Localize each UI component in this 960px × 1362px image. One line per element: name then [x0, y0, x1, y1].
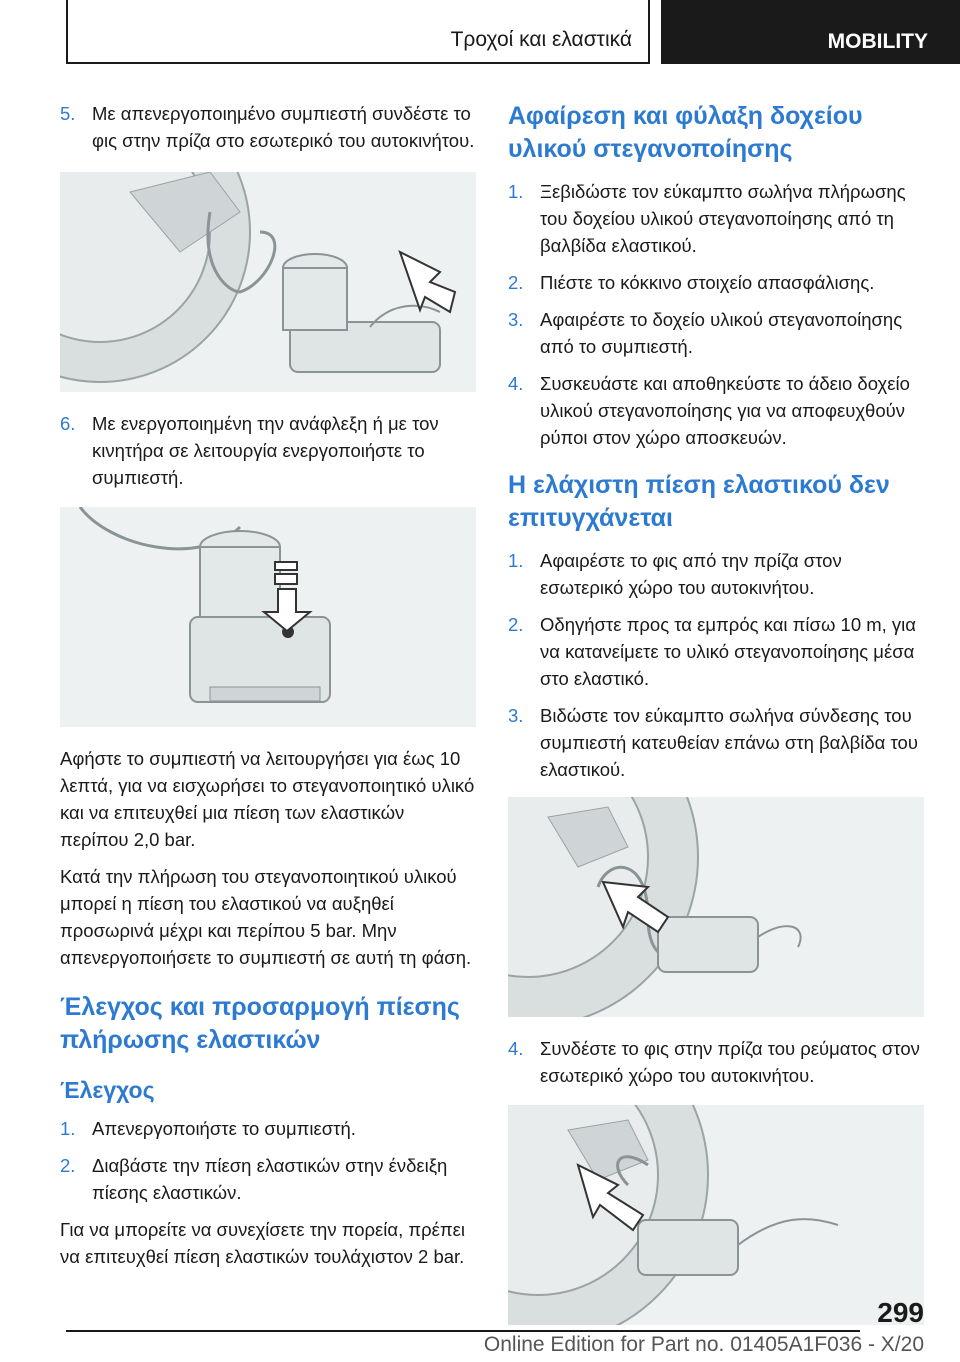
heading-check: Έλεγχος — [60, 1077, 155, 1103]
step-text: Απενεργοποιήστε το συμπιεστή. — [92, 1118, 356, 1139]
step-text: Οδηγήστε προς τα εμπρός και πίσω 10 m, για να κατανείμετε το υλικό στεγανοποίησης μέσα στο ελαστικό. — [540, 614, 916, 689]
left-column — [60, 100, 476, 1280]
footer-edition: Online Edition for Part no. 01405A1F036 - X/20 — [483, 1333, 924, 1356]
heading-check-adjust-pressure: Έλεγχος και προσαρμογή πίεσης πλήρωσης ελαστικών — [60, 993, 460, 1054]
min-step-1 — [508, 547, 924, 601]
step-number: 3. — [508, 309, 524, 330]
section-title: Τροχοί και ελαστικά — [450, 28, 632, 51]
page-number: 299 — [877, 1297, 924, 1328]
step-number: 5. — [60, 103, 76, 124]
plug-socket-illustration — [508, 1105, 924, 1325]
check-step-1 — [60, 1115, 476, 1142]
footer-divider — [66, 1330, 860, 1332]
step-text: Βιδώστε τον εύκαμπτο σωλήνα σύνδεσης του συμπιεστή κατευθείαν επάνω στη βαλβίδα του ελαστικού. — [540, 705, 918, 780]
step-text: Αφαιρέστε το φις από την πρίζα στον εσωτερικό χώρο του αυτοκινήτου. — [540, 550, 842, 598]
plug-socket-drawing — [508, 1105, 924, 1325]
hose-to-valve-drawing — [508, 797, 924, 1017]
hose-to-valve-illustration — [508, 797, 924, 1017]
step-5 — [60, 100, 476, 154]
min-step-2 — [508, 611, 924, 692]
heading-remove-store-container: Αφαίρεση και φύλαξη δοχείου υλικού στεγανοποίησης — [508, 102, 863, 163]
step-6 — [60, 410, 476, 491]
step-text: Με απενεργοποιημένο συμπιεστή συνδέστε το φις στην πρίζα στο εσωτερικό του αυτοκινήτου. — [92, 103, 475, 151]
step-text: Συνδέστε το φις στην πρίζα του ρεύματος στον εσωτερικό χώρο του αυτοκινήτου. — [540, 1038, 920, 1086]
paragraph-pressure-warning: Κατά την πλήρωση του στεγανοποιητικού υλικού μπορεί η πίεση του ελαστικού να αυξηθεί προσωρινά μέχρι και περίπου 5 bar. Μην απενεργοποιήσετε το συμπιεστή σε αυτή τη φάση. — [60, 866, 472, 968]
step-text: Διαβάστε την πίεση ελαστικών στην ένδειξη πίεσης ελαστικών. — [92, 1155, 448, 1203]
step-number: 2. — [508, 614, 524, 635]
min-step-3 — [508, 702, 924, 783]
remove-step-2 — [508, 269, 924, 296]
right-column — [508, 100, 924, 1343]
compressor-switch-illustration — [60, 507, 476, 727]
check-step-2 — [60, 1152, 476, 1206]
compressor-switch-drawing — [60, 507, 476, 727]
step-number: 2. — [508, 272, 524, 293]
step-number: 4. — [508, 1038, 524, 1059]
step-number: 4. — [508, 373, 524, 394]
page-header — [0, 0, 960, 66]
step-number: 6. — [60, 413, 76, 434]
step-text: Πιέστε το κόκκινο στοιχείο απασφάλισης. — [540, 272, 875, 293]
remove-step-4 — [508, 370, 924, 451]
step-number: 2. — [60, 1155, 76, 1176]
step-text: Αφαιρέστε το δοχείο υλικού στεγανοποίησης από το συμπιεστή. — [540, 309, 903, 357]
compressor-plugged-drawing — [60, 172, 476, 392]
paragraph-run-compressor: Αφήστε το συμπιεστή να λειτουργήσει για έως 10 λεπτά, για να εισχωρήσει το στεγανοποιητικό υλικό και να επιτευχθεί μια πίεση των ελαστικών περίπου 2,0 bar. — [60, 748, 475, 850]
step-number: 1. — [508, 550, 524, 571]
remove-step-3 — [508, 306, 924, 360]
section-title-box — [66, 0, 650, 64]
heading-min-pressure-not-reached: Η ελάχιστη πίεση ελαστικού δεν επιτυγχάνεται — [508, 471, 890, 532]
step-number: 1. — [60, 1118, 76, 1139]
step-number: 1. — [508, 181, 524, 202]
step-text: Με ενεργοποιημένη την ανάφλεξη ή με τον κινητήρα σε λειτουργία ενεργοποιήστε το συμπιεστή. — [92, 413, 439, 488]
chapter-tab-label: MOBILITY — [827, 30, 928, 53]
compressor-plugged-illustration — [60, 172, 476, 392]
chapter-tab — [661, 0, 960, 64]
min-step-4 — [508, 1035, 924, 1089]
paragraph-min-pressure: Για να μπορείτε να συνεχίσετε την πορεία, πρέπει να επιτευχθεί πίεση ελαστικών τουλάχιστον 2 bar. — [60, 1219, 466, 1267]
step-text: Ξεβιδώστε τον εύκαμπτο σωλήνα πλήρωσης του δοχείου υλικού στεγανοποίησης από τη βαλβίδα ελαστικού. — [540, 181, 906, 256]
step-number: 3. — [508, 705, 524, 726]
remove-step-1 — [508, 178, 924, 259]
step-text: Συσκευάστε και αποθηκεύστε το άδειο δοχείο υλικού στεγανοποίησης για να αποφευχθούν ρύποι στον χώρο αποσκευών. — [540, 373, 910, 448]
